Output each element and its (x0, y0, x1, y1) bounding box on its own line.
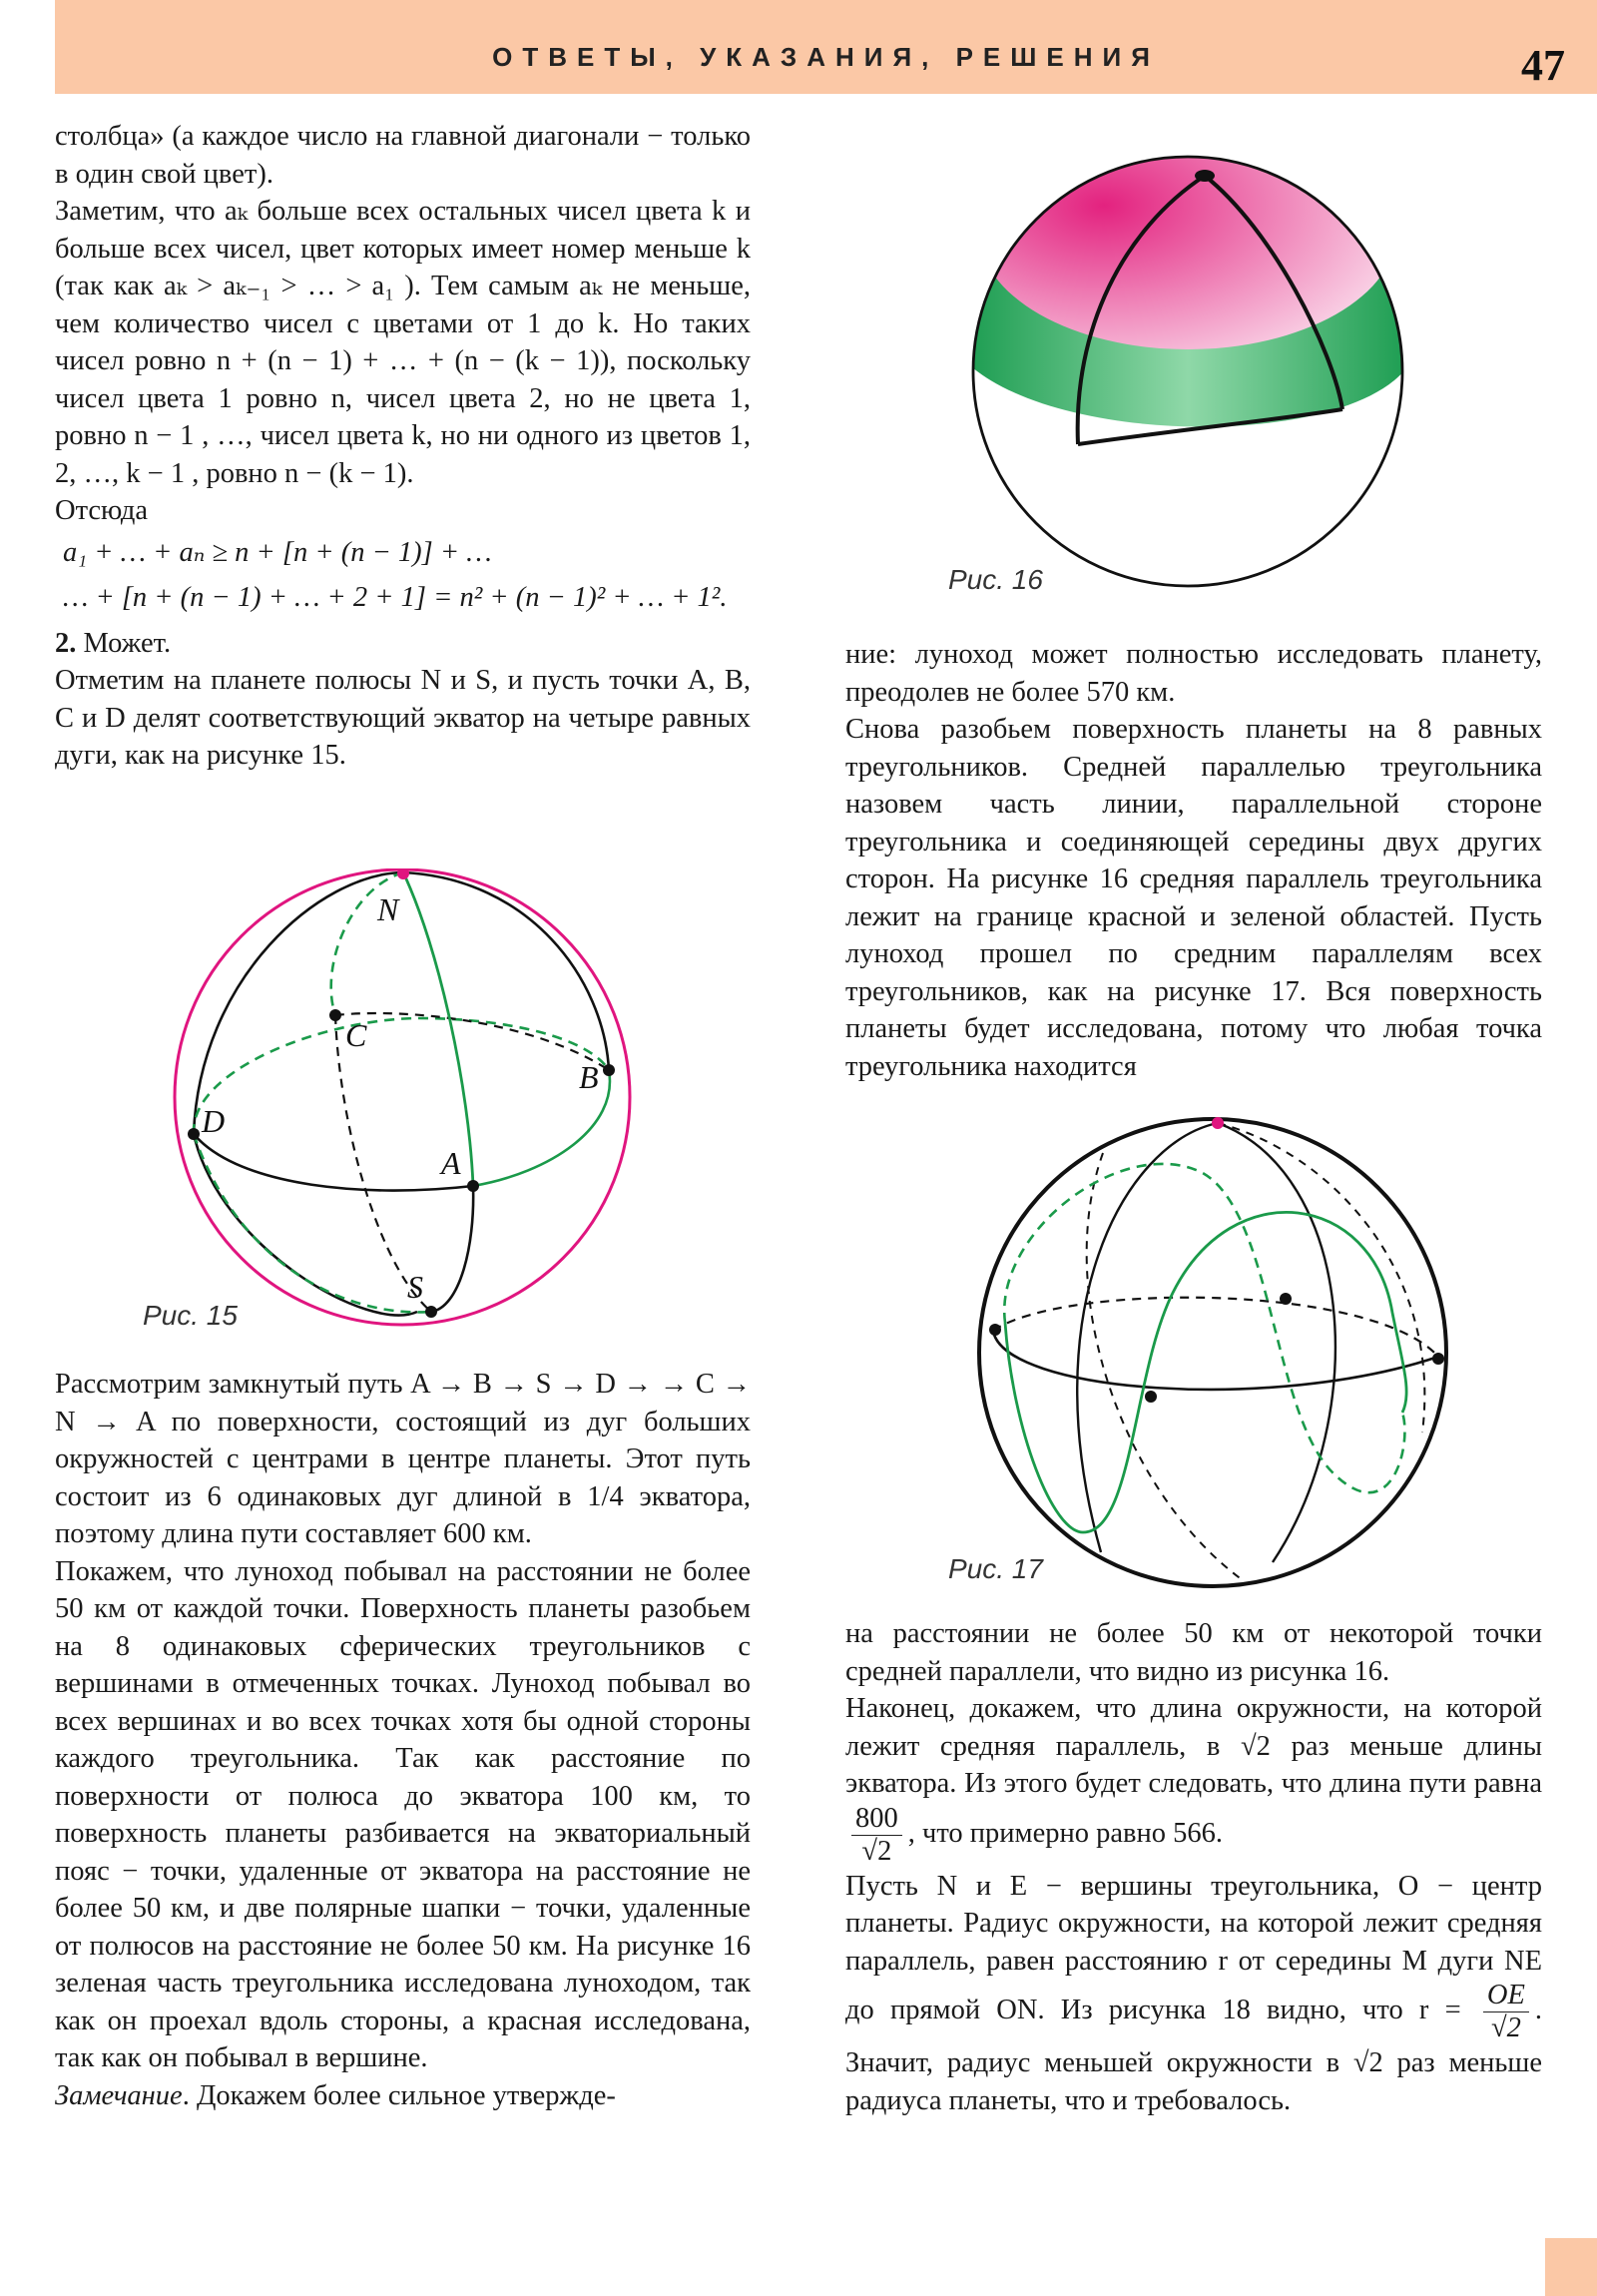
figure-17-caption: Рис. 17 (948, 1553, 1043, 1584)
text: раз меньше длины экватора. Из этого будет следовать, что длина пути равна (845, 1730, 1543, 1799)
fraction-numerator: OE (1483, 1980, 1529, 2012)
meridian-green (403, 872, 473, 1186)
sphere-outline (979, 1119, 1446, 1586)
green-path-solid (1005, 1212, 1406, 1532)
right-column-bottom (845, 1615, 1542, 2119)
remark-text: . Докажем более сильное утвержде- (182, 2079, 616, 2111)
great-circle-front (194, 872, 609, 1134)
paragraph: Отметим на планете полюсы N и S, и пусть точки A, B, C и D делят соответствующий экватор на четыре равных дуги, как на рисунке 15. (55, 665, 751, 771)
corner-tab (1545, 2238, 1597, 2296)
left-column-top (55, 118, 751, 775)
fraction (1483, 1980, 1529, 2044)
label-n: N (377, 891, 399, 927)
figure-16-caption: Рис. 16 (948, 564, 1043, 595)
label-d: D (202, 1103, 226, 1139)
fraction-numerator: 800 (851, 1803, 902, 1836)
paragraph (845, 1868, 1542, 2120)
figure-17 (973, 1113, 1452, 1592)
point-b (603, 1064, 615, 1076)
equator-front (993, 1331, 1438, 1390)
right-column-top (845, 636, 1542, 1085)
page-number: 47 (1521, 41, 1565, 90)
figure-16 (953, 150, 1422, 589)
point-front (1145, 1391, 1157, 1403)
point-back (1280, 1293, 1292, 1305)
fraction-denominator: √2 (1490, 2012, 1521, 2043)
remark-label: Замечание (55, 2079, 183, 2111)
green-path-dashed (1004, 1164, 1404, 1492)
paragraph: Заметим, что aₖ больше всех остальных чисел цвета k и больше всех чисел, цвет которых имеет номер меньше k (так как aₖ > aₖ₋₁ > … > a₁ ). Тем самым aₖ не меньше, чем количество чисел с цветами от 1 до k. Но таких чисел ровно n + (n − 1) + … + (n − (k − 1)), поскольку чисел цвета 1 ровно n, чисел цвета 2, но не цвета 1, ровно n − 1 , …, чисел цвета k, но ни одного из цветов 1, 2, …, k − 1 , ровно n − (k − 1). (55, 196, 751, 489)
figure-15-caption: Рис. 15 (143, 1300, 238, 1331)
problem-number: 2. (55, 627, 77, 659)
label-a: A (441, 1145, 461, 1181)
label-c: C (345, 1017, 367, 1053)
paragraph (845, 1690, 1542, 1868)
header-title: ОТВЕТЫ, УКАЗАНИЯ, РЕШЕНИЯ (492, 42, 1160, 72)
paragraph: Покажем, что луноход побывал на расстоянии не более 50 км от каждой точки. Поверхность планеты разобьем на 8 одинаковых сферических треугольников с вершинами в отмеченных точках. Луноход побывал во всех вершинах и во всех точках хотя бы одной стороны каждого треугольника. Так как расстояние по поверхности от полюса до экватора 100 км, то поверхность планеты разбивается на экваториальный пояс − точки, удаленные от экватора на расстояние не более 50 км, и две полярные шапки − точки, удаленные от полюсов на расстояние не более 50 км. На рисунке 16 зеленая часть треугольника исследована луноходом, так как он проехал вдоль стороны, а красная исследована, так как он побывал в вершине. (55, 1555, 751, 2073)
paragraph: ние: луноход может полностью исследовать планету, преодолев не более 570 км. (845, 639, 1542, 708)
point-west (989, 1324, 1001, 1336)
text: Пусть N и E − вершины треугольника, O − центр планеты. Радиус окружности, на которой лежит средняя параллель, равен расстоянию r от середины M дуги NE до прямой ON. Из рисунка 18 видно, что r = (845, 1870, 1542, 2026)
paragraph: Отсюда (55, 495, 149, 526)
text: Наконец, докажем, что длина окружности, на которой лежит средняя параллель, в (845, 1693, 1542, 1762)
sqrt-expr: √2 (1241, 1730, 1271, 1762)
text: раз меньше радиуса планеты, что и требовалось. (845, 2047, 1542, 2116)
paragraph (55, 2077, 751, 2115)
point-a (467, 1180, 479, 1192)
point-d (188, 1128, 200, 1140)
label-b: B (579, 1059, 599, 1095)
label-s: S (407, 1269, 423, 1305)
left-column-bottom (55, 1366, 751, 2114)
point-s (425, 1306, 437, 1318)
equation: … + [n + (n − 1) + … + 2 + 1] = n² + (n − 1)² + … + 1². (63, 582, 728, 613)
paragraph: Снова разобьем поверхность планеты на 8 равных треугольников. Средней параллелью треугольника назовем часть линии, параллельной стороне треугольника и соединяющей середины двух других сторон. На рисунке 16 средняя параллель треугольника лежит на границе красной и зеленой областей. Пусть луноход прошел по средним параллелям всех треугольников, как на рисунке 17. Вся поверхность планеты будет исследована, потому что любая точка треугольника находится (845, 714, 1542, 1082)
point-c (329, 1009, 341, 1021)
meridian-black (431, 1186, 473, 1312)
equator-back (194, 1018, 609, 1134)
paragraph: столбца» (а каждое число на главной диагонали − только в один свой цвет). (55, 121, 751, 190)
meridian-c-black (335, 1015, 431, 1312)
meridian-back-1 (1087, 1153, 1243, 1580)
paragraph (55, 625, 751, 663)
figure-15 (150, 868, 649, 1338)
paragraph: Рассмотрим замкнутый путь A → B → S → D → → C → N → A по поверхности, состоящий из дуг больших окружностей с центрами в центре планеты. Этот путь состоит из 6 одинаковых дуг длиной в 1/4 экватора, поэтому длина пути составляет 600 км. (55, 1369, 751, 1549)
point-east (1432, 1353, 1444, 1365)
text: , что примерно равно 566. (907, 1817, 1223, 1849)
meridian-back-2 (1218, 1123, 1424, 1433)
equation: a₁ + … + aₙ ≥ n + [n + (n − 1)] + … (63, 536, 492, 568)
equator-front-black (194, 1134, 473, 1191)
text: . Значит, радиус меньшей окружности в (845, 1995, 1543, 2078)
meridian-1 (1077, 1123, 1218, 1552)
fraction (851, 1803, 902, 1868)
page-header (55, 0, 1597, 94)
fraction-denominator: √2 (861, 1835, 892, 1867)
point-north (1212, 1117, 1224, 1129)
equator-back (993, 1298, 1438, 1357)
answer-text: Может. (83, 627, 172, 659)
sphere-outline-magenta (175, 869, 630, 1325)
point-n (397, 868, 409, 879)
meridian-2 (1218, 1123, 1335, 1562)
paragraph: на расстоянии не более 50 км от некоторой точки средней параллели, что видно из рисунка 16. (845, 1618, 1542, 1687)
triangle-vertex (1195, 170, 1215, 182)
sqrt-expr: √2 (1352, 2047, 1383, 2078)
